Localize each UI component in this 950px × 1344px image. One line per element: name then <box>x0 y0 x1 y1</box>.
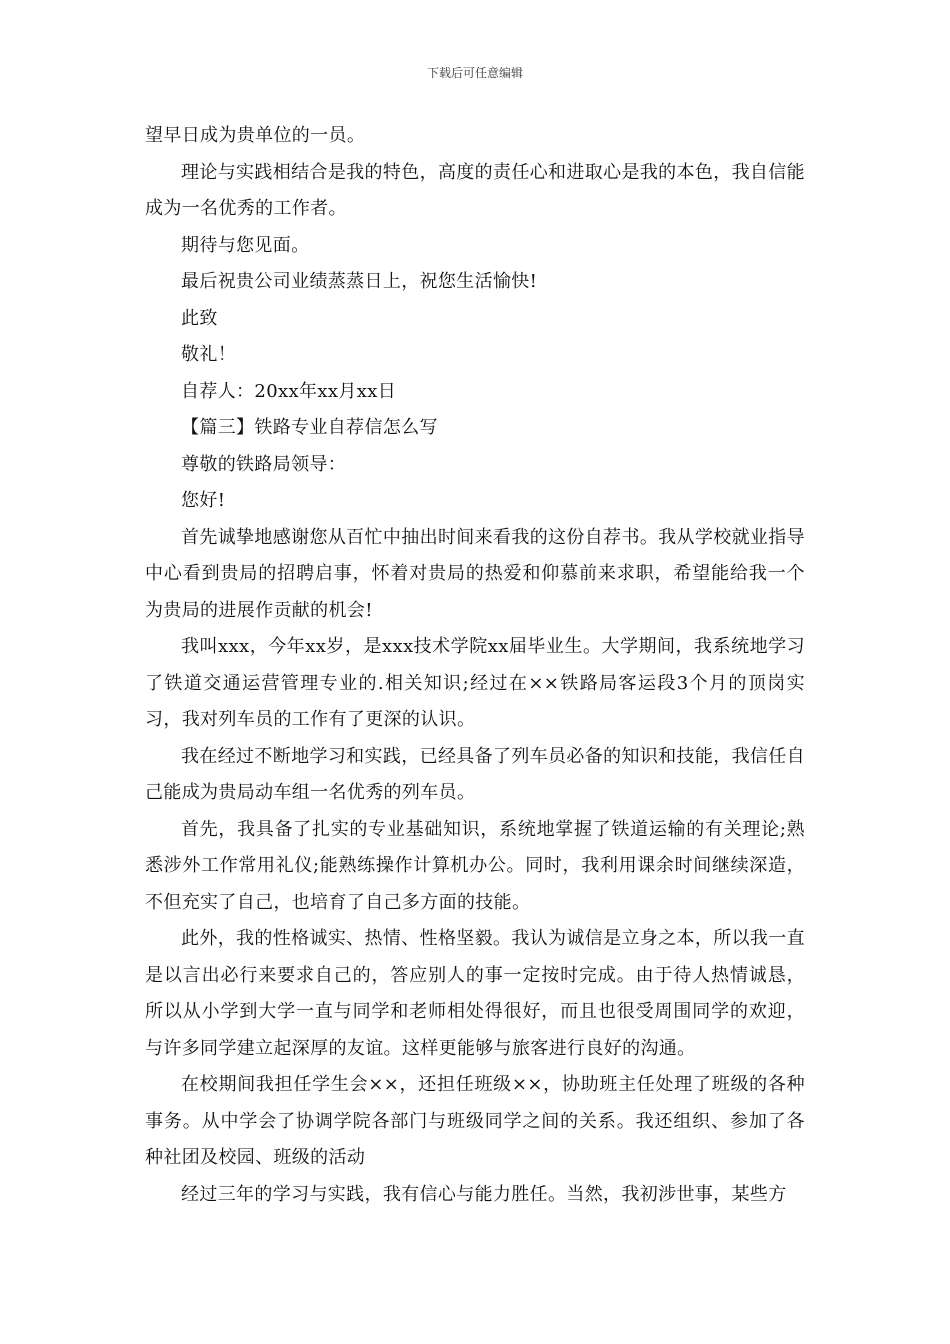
paragraph-conclusion: 经过三年的学习与实践，我有信心与能力胜任。当然，我初涉世事，某些方 <box>181 1183 787 1205</box>
paragraph-self-confidence: 理论与实践相结合是我的特色，高度的责任心和进取心是我的本色，我自信能成为一名优秀的工作者。 <box>145 161 805 219</box>
document-body <box>145 118 805 1213</box>
closing-salutation: 此致 <box>181 307 218 329</box>
paragraph-thanks: 首先诚挚地感谢您从百忙中抽出时间来看我的这份自荐书。我从学校就业指导中心看到贵局的招聘启事，怀着对贵局的热爱和仰慕前来求职，希望能给我一个为贵局的进展作贡献的机会! <box>145 526 805 621</box>
closing-regards: 敬礼！ <box>181 344 237 365</box>
paragraph-look-forward: 期待与您见面。 <box>181 234 310 256</box>
paragraph-campus-roles: 在校期间我担任学生会××，还担任班级××，协助班主任处理了班级的各种事务。从中学会了协调学院各部门与班级同学之间的关系。我还组织、参加了各种社团及校园、班级的活动 <box>145 1074 805 1168</box>
paragraph-skills: 我在经过不断地学习和实践，已经具备了列车员必备的知识和技能，我信任自己能成为贵局动车组一名优秀的列车员。 <box>145 745 805 803</box>
paragraph-knowledge: 首先，我具备了扎实的专业基础知识，系统地掌握了铁道运输的有关理论;熟悉涉外工作常用礼仪;能熟练操作计算机办公。同时，我利用课余时间继续深造，不但充实了自己，也培育了自己多方面的技能。 <box>145 818 805 913</box>
paragraph-best-wishes: 最后祝贵公司业绩蒸蒸日上，祝您生活愉快! <box>181 271 538 292</box>
letter-greeting: 您好! <box>181 490 226 511</box>
letter-salutation: 尊敬的铁路局领导： <box>181 453 347 475</box>
section-heading: 【篇三】铁路专业自荐信怎么写 <box>181 417 438 438</box>
signature-line: 自荐人：20xx年xx月xx日 <box>181 380 397 402</box>
paragraph-personality: 此外，我的性格诚实、热情、性格坚毅。我认为诚信是立身之本，所以我一直是以言出必行来要求自己的，答应别人的事一定按时完成。由于待人热情诚恳，所以从小学到大学一直与同学和老师相处得很好，而且也很受周围同学的欢迎，与许多同学建立起深厚的友谊。这样更能够与旅客进行良好的沟通。 <box>145 928 805 1059</box>
paragraph-continuation: 望早日成为贵单位的一员。 <box>145 125 366 146</box>
page-header: 下载后可任意编辑 <box>426 66 523 80</box>
paragraph-introduction: 我叫xxx，今年xx岁，是xxx技术学院xx届毕业生。大学期间，我系统地学习了铁道交通运营管理专业的.相关知识;经过在××铁路局客运段3个月的顶岗实习，我对列车员的工作有了更深的认识。 <box>145 636 805 730</box>
